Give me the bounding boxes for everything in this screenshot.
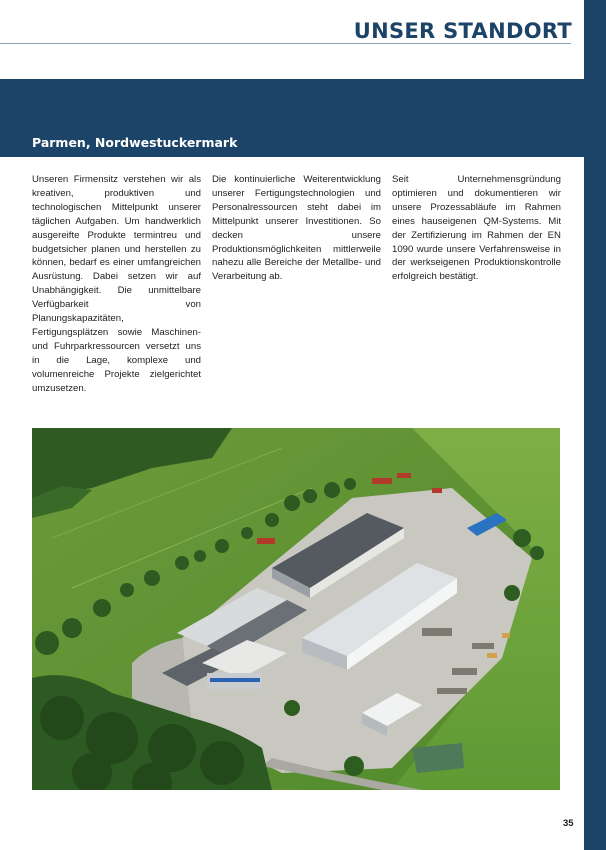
- page-title: UNSER STANDORT: [353, 19, 572, 43]
- body-column-2: Die kontinuierliche Weiterentwicklung unserer Fertigungstechnologien und Personalressourcen steht dabei im Mittelpunkt unserer Investitionen. So decken unsere Produktionsmöglichkeiten mittlerweile nahezu alle Bereiche der Metallbe- und Verarbeitung ab.: [212, 174, 381, 283]
- section-title: Parmen, Nordwestuckermark: [32, 135, 238, 150]
- body-column-1: Unseren Firmensitz verstehen wir als kreativen, produktiven und technologischen Mittelpunkt unserer täglichen Aufgaben. Um handwerklich ausgereifte Produkte termintreu und budgetsicher planen und herstellen zu können, bedarf es einer umfangreichen Ausrüstung. Dabei setzen wir auf Unabhängigkeit. Die unmittelbare Verfügbarkeit von Planungskapazitäten, Fertigungsplätzen sowie Maschinen- und Fuhrparkressourcen versetzt uns in die Lage, komplexe und volumenreiche Projekte zielgerichtet umzusetzen.: [32, 174, 201, 394]
- right-edge-bar: [584, 0, 606, 850]
- title-underline: [0, 43, 571, 44]
- aerial-site-photo: [32, 428, 560, 790]
- page-number: 35: [563, 818, 574, 829]
- body-column-3: Seit Unternehmensgründung optimieren und dokumentieren wir unsere Prozessabläufe im Rahmen eines hauseigenen QM-Systems. Mit der Zertifizierung im Rahmen der EN 1090 wurde unsere Verfahrensweise in der werkseigenen Produktionskontrolle erfolgreich bestätigt.: [392, 174, 561, 283]
